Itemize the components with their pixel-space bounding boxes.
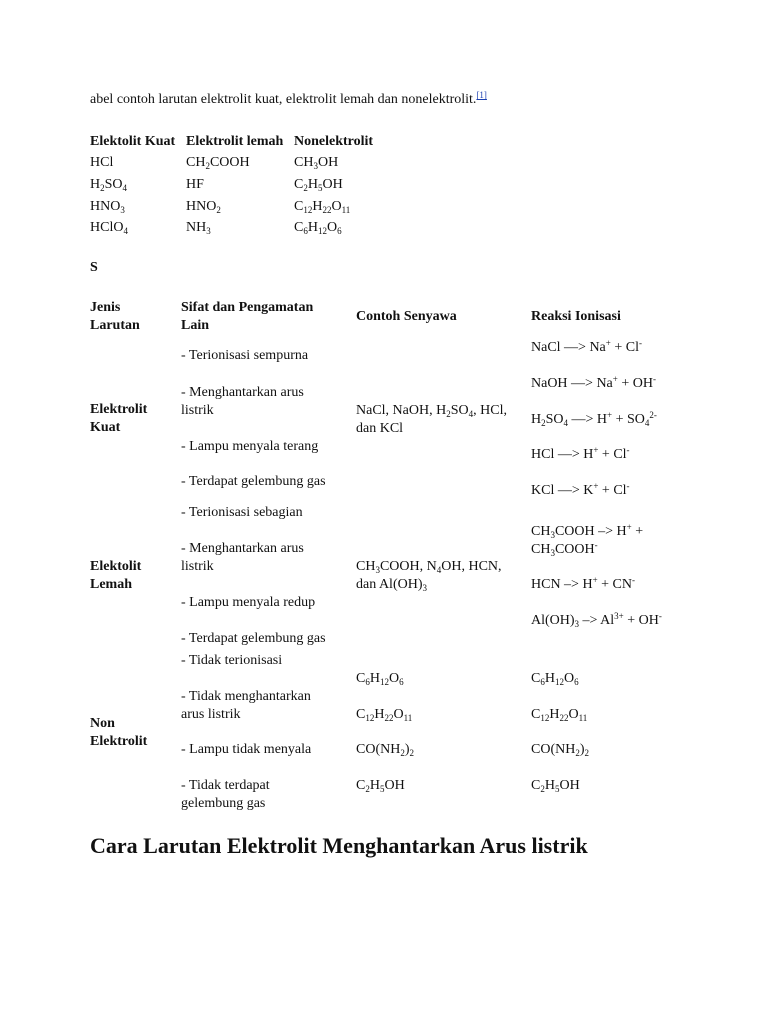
header-sifat-line1: Sifat dan Pengamatan: [181, 300, 314, 315]
property-item: - Terionisasi sebagian: [181, 505, 303, 520]
reaction-item: $C_{12}H_{22}O_{11}$: [531, 707, 588, 723]
property-item: - Lampu tidak menyala: [181, 742, 312, 757]
reaction-item: HCl —> H+ + Cl-: [531, 445, 630, 462]
property-item: arus listrik: [181, 707, 241, 722]
compounds-item: $CO(NH_2)_2$: [356, 742, 415, 758]
simple-table-cell: HClO$_4$: [90, 220, 128, 236]
compounds-item: $C_2H_5OH$: [356, 778, 405, 794]
compounds-item: $C_{12}H_{22}O_{11}$: [356, 707, 413, 723]
simple-table-cell: $NH_3$: [186, 220, 211, 236]
property-item: - Lampu menyala redup: [181, 595, 316, 610]
simple-table-cell: $HNO_3$: [90, 199, 125, 215]
reaction-item: $C_6H_{12}O_6$: [531, 671, 579, 687]
simple-table-header-lemah: Elektrolit lemah: [186, 134, 284, 149]
simple-table-cell: $C_{12}H_{22}O_{11}$: [294, 199, 351, 215]
reaction-item: $H_2SO_4$ —> $H^+ + SO_4^{2-}$: [531, 410, 657, 428]
simple-table-cell: $H_2SO_4$: [90, 177, 128, 193]
property-item: listrik: [181, 403, 214, 418]
simple-table-header-kuat: Elektolit Kuat: [90, 134, 176, 149]
simple-table-cell: $HNO_2$: [186, 199, 221, 215]
simple-table-cell: $C_6H_{12}O_6$: [294, 220, 342, 236]
property-item: - Menghantarkan arus: [181, 541, 304, 556]
reaction-item: NaCl —> Na+ + Cl-: [531, 338, 642, 355]
property-item: - Terdapat gelembung gas: [181, 631, 326, 646]
reaction-item: HCN –> H+ + CN-: [531, 575, 635, 592]
simple-table-cell: $C_2H_5OH$: [294, 177, 343, 193]
reaction-item: NaOH —> Na+ + OH-: [531, 374, 656, 391]
header-sifat-line2: Lain: [181, 318, 210, 333]
section-letter: S: [90, 260, 98, 275]
reaction-item: $CH_3COOH -> H^+$ +: [531, 522, 644, 540]
simple-table-cell: HF: [186, 177, 204, 192]
section-title: Cara Larutan Elektrolit Menghantarkan Arus listrik: [90, 833, 588, 858]
compounds-text: dan KCl: [356, 421, 404, 436]
reaction-item: $Al(OH)_3 -> Al^{3+} + OH^-$: [531, 611, 662, 629]
reaction-item: KCl —> K+ + Cl-: [531, 481, 630, 498]
group-name: Non: [90, 716, 115, 731]
group-name: Elektolit: [90, 559, 142, 574]
property-item: - Tidak menghantarkan: [181, 689, 311, 704]
property-item: - Tidak terionisasi: [181, 653, 283, 668]
reaction-item: $CO(NH_2)_2$: [531, 742, 590, 758]
simple-table-header-non: Nonelektrolit: [294, 134, 374, 149]
property-item: - Tidak terdapat: [181, 778, 270, 793]
property-item: - Terdapat gelembung gas: [181, 474, 326, 489]
reaction-item: $C_2H_5OH$: [531, 778, 580, 794]
property-item: - Menghantarkan arus: [181, 385, 304, 400]
property-item: gelembung gas: [181, 796, 266, 811]
intro-text: abel contoh larutan elektrolit kuat, elektrolit lemah dan nonelektrolit.: [90, 92, 477, 107]
reaction-item: $CH_3COOH^-$: [531, 540, 598, 558]
header-contoh: Contoh Senyawa: [356, 309, 457, 324]
property-item: - Terionisasi sempurna: [181, 348, 309, 363]
header-jenis-line2: Larutan: [90, 318, 140, 333]
compounds-text: $CH_3COOH$, $N_4OH$, HCN,: [356, 559, 502, 575]
compounds-text: NaCl, NaOH, $H_2SO_4$, HCl,: [356, 403, 507, 419]
compounds-item: $C_6H_{12}O_6$: [356, 671, 404, 687]
property-item: listrik: [181, 559, 214, 574]
header-reaksi: Reaksi Ionisasi: [531, 309, 621, 324]
simple-table-cell: $CH_3OH$: [294, 155, 339, 171]
property-item: - Lampu menyala terang: [181, 439, 319, 454]
intro-paragraph: [90, 91, 487, 108]
simple-table-cell: HCl: [90, 155, 114, 170]
group-name: Lemah: [90, 577, 132, 592]
group-name: Elektrolit: [90, 734, 148, 749]
group-name: Kuat: [90, 420, 121, 435]
footnote-link[interactable]: [1]: [476, 90, 487, 100]
compounds-text: dan $Al(OH)_3$: [356, 577, 427, 593]
simple-table-cell: $CH_2COOH$: [186, 155, 250, 171]
group-name: Elektrolit: [90, 402, 148, 417]
header-jenis-line1: Jenis: [90, 300, 121, 315]
